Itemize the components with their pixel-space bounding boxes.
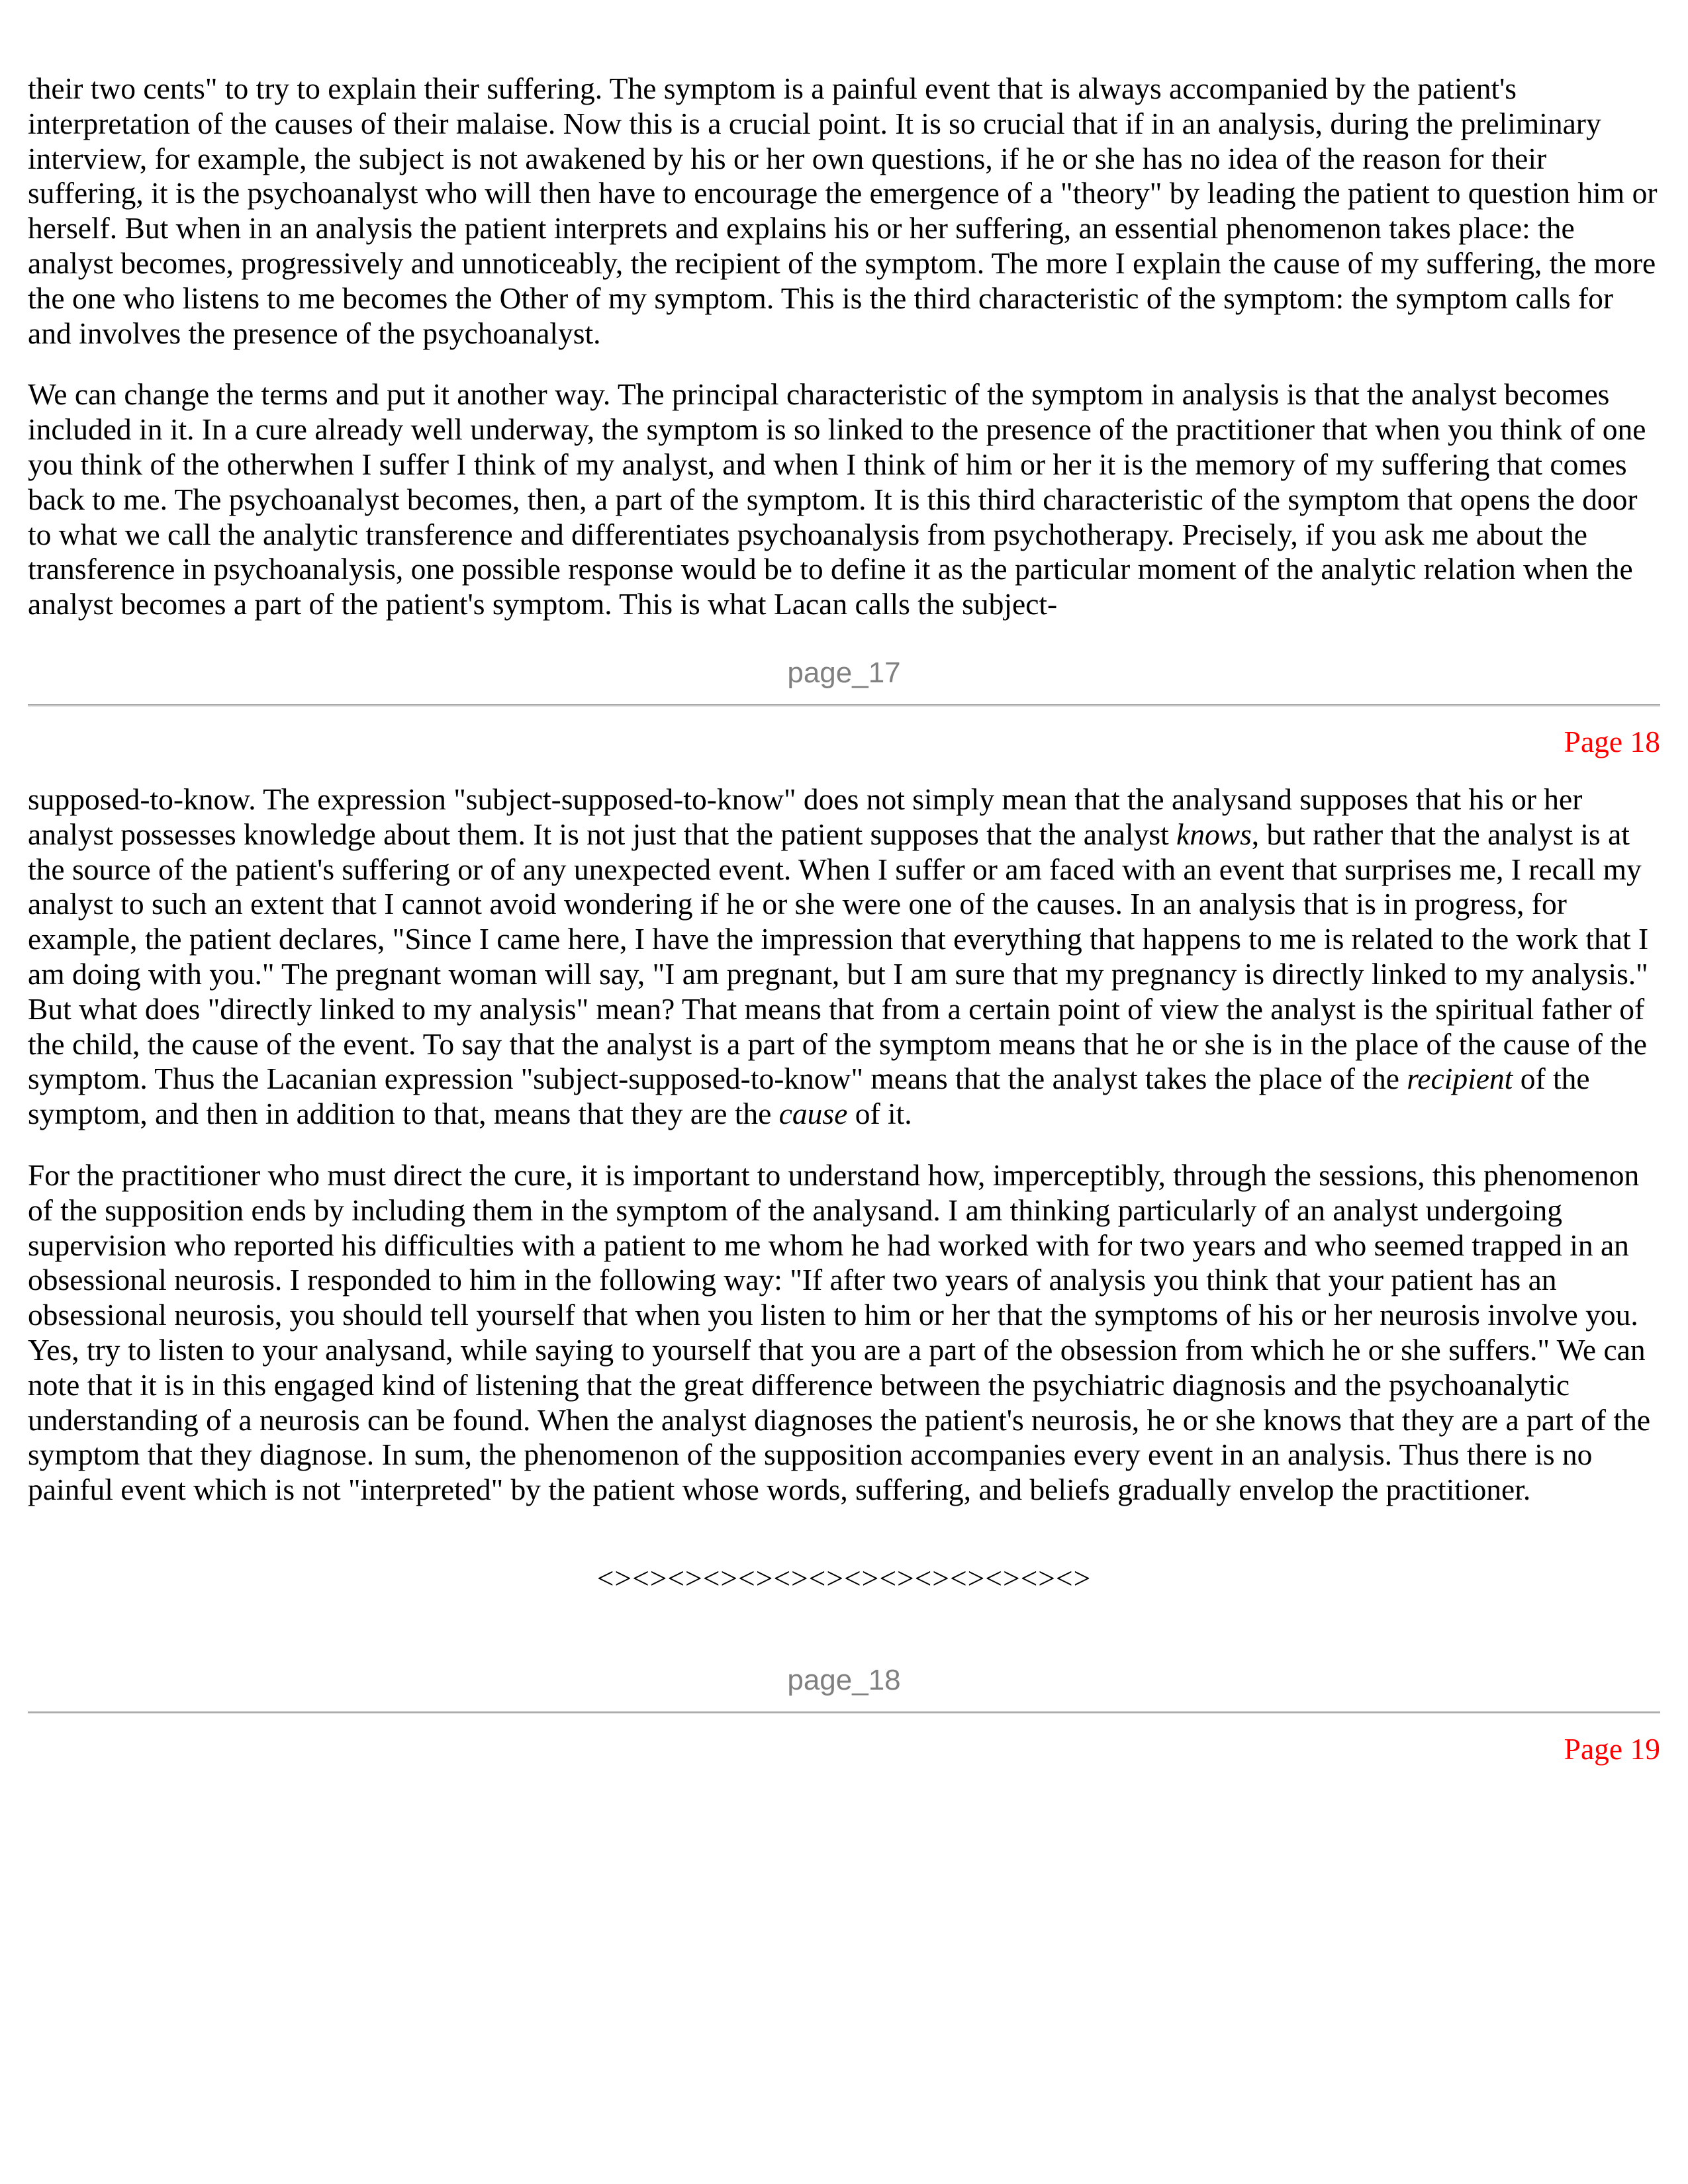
paragraph-supervision-example: For the practitioner who must direct the cure, it is important to understand how, imperceptibly, through the sessions, this phenomenon of the supposition ends by including them in the symptom of the analysand. I am thinking particularly of an analyst undergoing supervision who reported his difficulties with a patient to me whom he had worked with for two years and who seemed trapped in an obsessional neurosis. I responded to him in the following way: "If after two years of analysis you think that your patient has an obsessional neurosis, you should tell yourself that when you listen to him or her that the symptoms of his or her neurosis involve you. Yes, try to listen to your analysand, while saying to yourself that you are a part of the obsession from which he or she suffers." We can note that it is in this engaged kind of listening that the great difference between the psychiatric diagnosis and the psychoanalytic understanding of a neurosis can be found. When the analyst diagnoses the patient's neurosis, he or she knows that they are a part of the symptom that they diagnose. In sum, the phenomenon of the supposition accompanies every event in an analysis. Thus there is no painful event which is not "interpreted" by the patient whose words, suffering, and beliefs gradually envelop the practitioner. [28,1158,1651,1507]
italic-knows: knows [1176,817,1252,851]
paragraph-analyst-included: We can change the terms and put it another way. The principal characteristic of the symptom in analysis is that the analyst becomes included in it. In a cure already well underway, the symptom is so linked to the presence of the practitioner that when you think of one you think of the otherwhen I suffer I think of my analyst, and when I think of him or her it is the memory of my suffering that comes back to me. The psychoanalyst becomes, then, a part of the symptom. It is this third characteristic of the symptom that opens the door to what we call the analytic transference and differentiates psychoanalysis from psychotherapy. Precisely, if you ask me about the transference in psychoanalysis, one possible response would be to define it as the particular moment of the analytic relation when the analyst becomes a part of the patient's symptom. This is what Lacan calls the subject- [28,377,1646,621]
spacer [28,1698,1660,1711]
text-run: of the symptom, and then in addition to that, means that they are the [28,1062,1590,1131]
text-run: supposed-to-know. The expression "subject-supposed-to-know" does not simply mean that the analysand supposes that his or her analyst possesses knowledge about them. It is not just that the patient supposes that the analyst [28,782,1583,851]
spacer [28,691,1660,704]
spacer [28,760,1660,782]
text-run: , but rather that the analyst is at the source of the patient's suffering or of any unexpected event. When I suffer or am faced with an event that surprises me, I recall my analyst to such an extent that I cannot avoid wondering if he or she were one of the causes. In an analysis that is in progress, for example, the patient declares, "Since I came here, I have the impression that everything that happens to me is related to the work that I am doing with you." The pregnant woman will say, "I am pregnant, but I am sure that my pregnancy is directly linked to my analysis." But what does "directly linked to my analysis" mean? That means that from a certain point of view the analyst is the spiritual father of the child, the cause of the event. To say that the analyst is a part of the symptom means that he or she is in the place of the cause of the symptom. Thus the Lacanian expression "subject-supposed-to-know" means that the analyst takes the place of the [28,817,1649,1096]
paragraph-subject-supposed-to-know [28,782,1660,1132]
page-label-18: page_18 [787,1663,901,1696]
paragraph-symptom-interpretation: their two cents" to try to explain their suffering. The symptom is a painful event that is always accompanied by the patient's interpretation of the causes of their malaise. Now this is a crucial point. It is so crucial that if in an analysis, during the preliminary interview, for example, the subject is not awakened by his or her own questions, if he or she has no idea of the reason for their suffering, it is the psychoanalyst who will then have to encourage the emergence of a "theory" by leading the patient to question him or herself. But when in an analysis the patient interprets and explains his or her suffering, an essential phenomenon takes place: the analyst becomes, progressively and unnoticeably, the recipient of the symptom. The more I explain the cause of my suffering, the more the one who listens to me becomes the Other of my symptom. This is the third characteristic of the symptom: the symptom calls for and involves the presence of the psychoanalyst. [28,71,1658,350]
section-separator: <><><><><><><><><><><><><><> [596,1561,1092,1595]
italic-cause: cause [778,1097,848,1131]
page-marker-18: Page 18 [1564,724,1660,758]
book-page [28,71,1660,1767]
text-run: of it. [847,1097,912,1131]
spacer [28,1508,1660,1561]
paragraph-gap [28,1132,1660,1158]
italic-recipient: recipient [1407,1062,1513,1096]
spacer [28,1596,1660,1662]
spacer [28,1714,1660,1731]
spacer [28,622,1660,655]
page-marker-19: Page 19 [1564,1731,1660,1766]
spacer [28,707,1660,724]
page-label-17: page_17 [787,656,901,689]
paragraph-gap [28,351,1660,377]
